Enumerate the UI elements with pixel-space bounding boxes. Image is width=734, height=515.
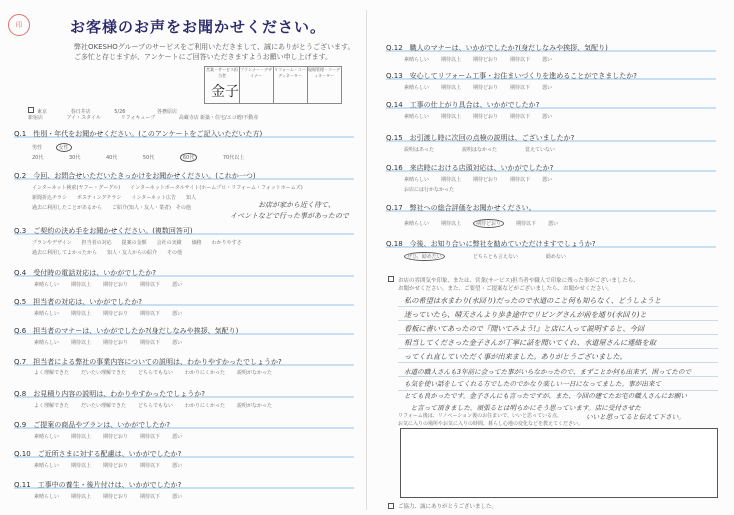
q16-opt-5[interactable]: 悪い bbox=[542, 177, 553, 183]
q2-note-2: イベントなどで行った事があったので bbox=[230, 212, 349, 220]
handwritten-comment-4: 相当してくださった金子さんが丁寧に話を聞いてくれ、水道屋さんに連絡を取 bbox=[404, 338, 656, 347]
q2-opts-3: 過去に利用したことがあるから ご紹介(知人・友人・業者) その他 bbox=[32, 205, 191, 211]
q5-opt-1[interactable]: 素晴らしい bbox=[34, 311, 60, 317]
q9-opt-1[interactable]: 素晴らしい bbox=[34, 434, 60, 440]
store-date: 5/26 bbox=[114, 109, 126, 115]
q1-label: Q.1 性別・年代をお聞かせください。(このアンケートをご記入いただいた方) bbox=[14, 130, 263, 138]
comment-bullet bbox=[388, 276, 394, 282]
q4-opt-1[interactable]: 素晴らしい bbox=[34, 282, 60, 288]
stamp-mark: 印 bbox=[8, 14, 30, 36]
store-istyle: アイ・スタイル bbox=[66, 115, 102, 121]
q13-opt-5[interactable]: 悪い bbox=[542, 85, 553, 91]
q6-opt-1[interactable]: 素晴らしい bbox=[34, 340, 60, 346]
q7-opt-3[interactable]: どちらでもない bbox=[138, 370, 173, 376]
handwritten-comment-6: 水道の職人さんも3年前に会ってた事がいらなかったので、まずことか何も出来ず、困ってたので bbox=[404, 368, 692, 376]
store-extra: 新築・住宅/エコ増/不動産 bbox=[200, 115, 259, 121]
q13-opt-2[interactable]: 期待以上 bbox=[441, 85, 462, 91]
q8-label: Q.8 お見積り内容の説明は、わかりやすかったでしょうか? bbox=[14, 390, 205, 398]
q6-rating bbox=[34, 339, 194, 346]
q14-opt-1[interactable]: 素晴らしい bbox=[404, 114, 430, 120]
q11-opt-4[interactable]: 期待以下 bbox=[140, 494, 161, 500]
comment-line-4 bbox=[398, 348, 718, 349]
q17-opt-1[interactable]: 素晴らしい bbox=[404, 221, 430, 227]
q7-opts bbox=[34, 369, 284, 376]
staff-header-coordinator: リフォーム・コーディネーター bbox=[273, 67, 308, 103]
q10-opt-5[interactable]: 悪い bbox=[172, 463, 183, 469]
q10-opt-1[interactable]: 素晴らしい bbox=[34, 463, 60, 469]
q7-opt-4[interactable]: わかりにくかった bbox=[184, 370, 225, 376]
handwritten-comment-1: 私の希望は水まわり(水回り)だったので水道のこと何も知らなく、どうしようと bbox=[404, 296, 662, 305]
q15-opts bbox=[404, 146, 567, 153]
q13-label: Q.13 安心してリフォーム工事・お住まいづくりを進めることができましたか? bbox=[386, 72, 638, 80]
q5-opt-4[interactable]: 期待以下 bbox=[140, 311, 161, 317]
q5-opt-5[interactable]: 悪い bbox=[172, 311, 183, 317]
q15-opt-3[interactable]: 覚えていない bbox=[524, 147, 555, 153]
q9-opt-3[interactable]: 期待どおり bbox=[103, 434, 129, 440]
q11-opt-3[interactable]: 期待どおり bbox=[103, 494, 129, 500]
survey-title: お客様のお声をお聞かせください。 bbox=[70, 18, 327, 36]
q16-opt-4[interactable]: 期待以下 bbox=[510, 177, 531, 183]
q4-opt-3[interactable]: 期待どおり bbox=[103, 282, 129, 288]
q7-opt-1[interactable]: よく理解できた bbox=[34, 370, 70, 376]
renovation-handwritten: いいと思ってると伝えて下さい。 bbox=[586, 413, 685, 421]
q11-rating bbox=[34, 493, 194, 500]
q16-label: Q.16 来店時における店頭対応は、いかがでしたか? bbox=[386, 164, 554, 172]
store-reforcube: リフォキューブ bbox=[120, 115, 156, 121]
q13-opt-4[interactable]: 期待以下 bbox=[510, 85, 531, 91]
q9-opt-5[interactable]: 悪い bbox=[172, 434, 183, 440]
q16-opt-2[interactable]: 期待以上 bbox=[441, 177, 462, 183]
q12-opt-4[interactable]: 期待以下 bbox=[510, 57, 531, 63]
q17-opt-2[interactable]: 期待以上 bbox=[441, 221, 462, 227]
handwritten-comment-3: 看板に書いてあったので『聞いてみよう!』と店に入って説明すると、今回 bbox=[404, 324, 645, 333]
q7-opt-2[interactable]: だいたい理解できた bbox=[81, 370, 127, 376]
handwritten-comment-8: とても良かったです。金子さんにも言ったですが、また、今回の建てたお宅の職人さんにお願い bbox=[404, 392, 688, 400]
store-kozoji: 高蔵寺店 bbox=[178, 115, 199, 121]
intro-line-2: ご多忙と存じますが、アンケートにご回答いただきますようお願い申し上げます。 bbox=[74, 53, 333, 61]
q13-opt-1[interactable]: 素晴らしい bbox=[404, 85, 430, 91]
q10-opt-3[interactable]: 期待どおり bbox=[103, 463, 129, 469]
cb-tokyo[interactable] bbox=[28, 107, 34, 113]
q14-opt-3[interactable]: 期待どおり bbox=[473, 114, 499, 120]
handwritten-comment-7: も気を使い話をしてくれる方でしたのでかなり楽しい一日になってました。事が出来て bbox=[404, 380, 662, 388]
q11-opt-2[interactable]: 期待以上 bbox=[71, 494, 92, 500]
q6-label: Q.6 担当者のマナーは、いかがでしたか?(身だしなみや挨拶、気配り) bbox=[14, 327, 239, 335]
q10-opt-2[interactable]: 期待以上 bbox=[71, 463, 92, 469]
handwritten-comment-2: 迷っていたら、晴天さんより歩き途中でリビングさんが前を通り(水回り)と bbox=[404, 310, 647, 319]
age-60s[interactable]: 60代 bbox=[180, 153, 197, 162]
q5-opt-2[interactable]: 期待以上 bbox=[71, 311, 92, 317]
q11-label: Q.11 工事中の養生・後片付けは、いかがでしたか? bbox=[14, 481, 182, 489]
store-tokyo: 東京 bbox=[37, 109, 48, 115]
gender-female[interactable]: 女性 bbox=[56, 143, 72, 152]
store-kakamigahara: 各務原店 bbox=[157, 109, 178, 115]
q9-label: Q.9 ご提案の商品やプランは、いかがでしたか? bbox=[14, 421, 170, 429]
q4-label: Q.4 受付時の電話対応は、いかがでしたか? bbox=[14, 269, 156, 277]
comment-prompt-2: お聞かせください。また、ご要望・ご提案などがございましたら、お聞かせください。 bbox=[398, 286, 613, 292]
q1-ages bbox=[32, 153, 256, 162]
q15-opt-2[interactable]: 説明はなかった bbox=[461, 147, 497, 153]
q11-opt-5[interactable]: 悪い bbox=[172, 494, 183, 500]
comment-line-5 bbox=[398, 362, 718, 363]
comment-prompt-1: お店の雰囲気や印象、または、営業(サービス)担当者や職人で印象に残った事がございましたら、 bbox=[398, 278, 639, 284]
q8-opt-4[interactable]: わかりにくかった bbox=[184, 403, 225, 409]
q14-opt-4[interactable]: 期待以下 bbox=[510, 114, 531, 120]
q9-rating bbox=[34, 433, 194, 440]
q17-opt-4[interactable]: 期待以下 bbox=[516, 221, 537, 227]
q2-label: Q.2 今回、お問合せいただいたきっかけをお聞かせください。(これか一つ) bbox=[14, 172, 256, 180]
renovation-prompt-2: お気に入りの場所やお気に入りの時間、暮らし心地の変化などを教えてください。 bbox=[398, 421, 584, 427]
comment-line-6 bbox=[398, 376, 718, 377]
q12-label: Q.12 職人のマナーは、いかがでしたか?(身だしなみや挨拶、気配り) bbox=[386, 44, 608, 52]
q3-label: Q.3 ご契約の決め手をお聞かせください。(複数回答可) bbox=[14, 227, 193, 235]
comment-line-3 bbox=[398, 334, 718, 335]
comment-line-2 bbox=[398, 320, 718, 321]
q18-opts bbox=[404, 252, 578, 261]
age-40s[interactable]: 40代 bbox=[105, 155, 118, 161]
footer-bullet bbox=[388, 503, 394, 509]
q16-opt-1[interactable]: 素晴らしい bbox=[404, 177, 430, 183]
staff-header-site: 現場管理・コーディネーター bbox=[308, 67, 340, 78]
q14-rating bbox=[404, 113, 564, 120]
q6-opt-2[interactable]: 期待以上 bbox=[71, 340, 92, 346]
q9-opt-4[interactable]: 期待以下 bbox=[140, 434, 161, 440]
q2-opts-1: インターネット検索(ヤフー・グーグル) インターネットポータルサイト(ホームプロ・リフォーム・フォットホームズ) bbox=[32, 185, 303, 191]
store-shinjuku: 新宿店 bbox=[28, 115, 44, 121]
comment-line-1 bbox=[398, 306, 718, 307]
q12-opt-5[interactable]: 悪い bbox=[542, 57, 553, 63]
q17-opt-3[interactable]: 期待どおり bbox=[473, 219, 504, 228]
handwritten-comment-5: ってくれ直していただく事が出来ました。ありがとうございました。 bbox=[404, 352, 627, 361]
renovation-comment-box[interactable] bbox=[400, 428, 718, 498]
q9-opt-2[interactable]: 期待以上 bbox=[71, 434, 92, 440]
store-row-2 bbox=[28, 114, 199, 121]
q17-label: Q.17 弊社への総合評価をお聞かせください。 bbox=[386, 204, 536, 212]
q4-rating bbox=[34, 281, 194, 288]
handwritten-comment-9: と言って頂きました。頑張るとは明らかにそう思っています。店に受付させた bbox=[404, 404, 641, 412]
q3-opts-1: プランやデザイン 担当者の対応 提案の金額 会社の実績 価格 わかりやすさ bbox=[32, 240, 242, 246]
q6-opt-5[interactable]: 悪い bbox=[172, 340, 183, 346]
store-kasugai: 春日井店 bbox=[70, 109, 91, 115]
q18-opt-3[interactable]: 勧めない bbox=[545, 254, 566, 260]
footer-thanks: ご協力、誠にありがとうございました。 bbox=[398, 504, 498, 510]
age-70s[interactable]: 70代以上 bbox=[222, 155, 245, 161]
age-50s[interactable]: 50代 bbox=[142, 155, 155, 161]
q12-opt-3[interactable]: 期待どおり bbox=[473, 57, 499, 63]
intro-line-1: 弊社OKESHOグループのサービスをご利用いただきまして、誠にありがとうございます。 bbox=[74, 43, 355, 51]
renovation-prompt-1: リフォーム後は、リノベーション後のお住まいで、いいと思っている点、 bbox=[398, 413, 563, 419]
q16-rating bbox=[404, 176, 564, 183]
q16-opt-3[interactable]: 期待どおり bbox=[473, 177, 499, 183]
q15-label: Q.15 お引渡し時に次回の点検の説明は、ございましたか? bbox=[386, 134, 575, 142]
q4-opt-4[interactable]: 期待以下 bbox=[140, 282, 161, 288]
q17-opt-5[interactable]: 悪い bbox=[548, 221, 559, 227]
q12-opt-1[interactable]: 素晴らしい bbox=[404, 57, 430, 63]
q6-opt-3[interactable]: 期待どおり bbox=[103, 340, 129, 346]
q5-label: Q.5 担当者の対応は、いかがでしたか? bbox=[14, 298, 142, 306]
q10-opt-4[interactable]: 期待以下 bbox=[140, 463, 161, 469]
age-30s[interactable]: 30代 bbox=[68, 155, 81, 161]
q2-opts-2: 新聞折込チラシ ポスティングチラシ インターネット広告 知人 bbox=[32, 195, 196, 201]
q3-opts-2: 過去に利用してよかったから 知人・友人からの紹介 その他 bbox=[32, 250, 183, 256]
q5-rating bbox=[34, 310, 194, 317]
staff-header-planner: プランナー・デザイナー bbox=[239, 67, 274, 103]
q14-label: Q.14 工事の仕上がり具合は、いかがでしたか? bbox=[386, 101, 540, 109]
staff-header-sales: 営業・サービス担当者 bbox=[205, 67, 240, 103]
column-divider bbox=[366, 10, 367, 510]
q15-opt-1[interactable]: 説明はあった bbox=[404, 147, 434, 153]
q11-opt-1[interactable]: 素晴らしい bbox=[34, 494, 60, 500]
q18-opt-1[interactable]: ぜひ、勧めたい bbox=[404, 252, 445, 261]
q8-opt-2[interactable]: だいたい理解できた bbox=[81, 403, 127, 409]
q1-gender bbox=[32, 143, 84, 152]
q10-label: Q.10 ご近所さまに対する配慮は、いかがでしたか? bbox=[14, 450, 182, 458]
q10-rating bbox=[34, 462, 194, 469]
q8-opts bbox=[34, 402, 284, 409]
q4-opt-5[interactable]: 悪い bbox=[172, 282, 183, 288]
q14-opt-2[interactable]: 期待以上 bbox=[441, 114, 462, 120]
q14-opt-5[interactable]: 悪い bbox=[542, 114, 553, 120]
q18-label: Q.18 今後、お知り合いに弊社を勧めていただけますでしょうか? bbox=[386, 240, 596, 248]
q17-rating bbox=[404, 219, 570, 228]
age-20s[interactable]: 20代 bbox=[32, 155, 44, 161]
q16-extra[interactable]: お店には行かなかった bbox=[404, 187, 455, 193]
staff-name: 金子 bbox=[211, 84, 239, 100]
q5-opt-3[interactable]: 期待どおり bbox=[103, 311, 129, 317]
q7-label: Q.7 担当者による弊社の事業内容についての説明は、わかりやすかったでしょうか? bbox=[14, 358, 282, 366]
q4-opt-2[interactable]: 期待以上 bbox=[71, 282, 92, 288]
q2-note-1: お店が家から近く待て、 bbox=[258, 201, 335, 209]
gender-male[interactable]: 男性 bbox=[32, 145, 43, 151]
q8-opt-1[interactable]: よく理解できた bbox=[34, 403, 70, 409]
q6-opt-4[interactable]: 期待以下 bbox=[140, 340, 161, 346]
staff-table bbox=[204, 66, 342, 104]
q7-opt-5[interactable]: 説明がなかった bbox=[237, 370, 273, 376]
q13-rating bbox=[404, 84, 564, 91]
q18-opt-2[interactable]: どちらとも言えない bbox=[472, 254, 518, 260]
q12-rating bbox=[404, 56, 564, 63]
q8-opt-3[interactable]: どちらでもない bbox=[138, 403, 173, 409]
q12-opt-2[interactable]: 期待以上 bbox=[441, 57, 462, 63]
q8-opt-5[interactable]: 説明がなかった bbox=[237, 403, 273, 409]
q13-opt-3[interactable]: 期待どおり bbox=[473, 85, 499, 91]
